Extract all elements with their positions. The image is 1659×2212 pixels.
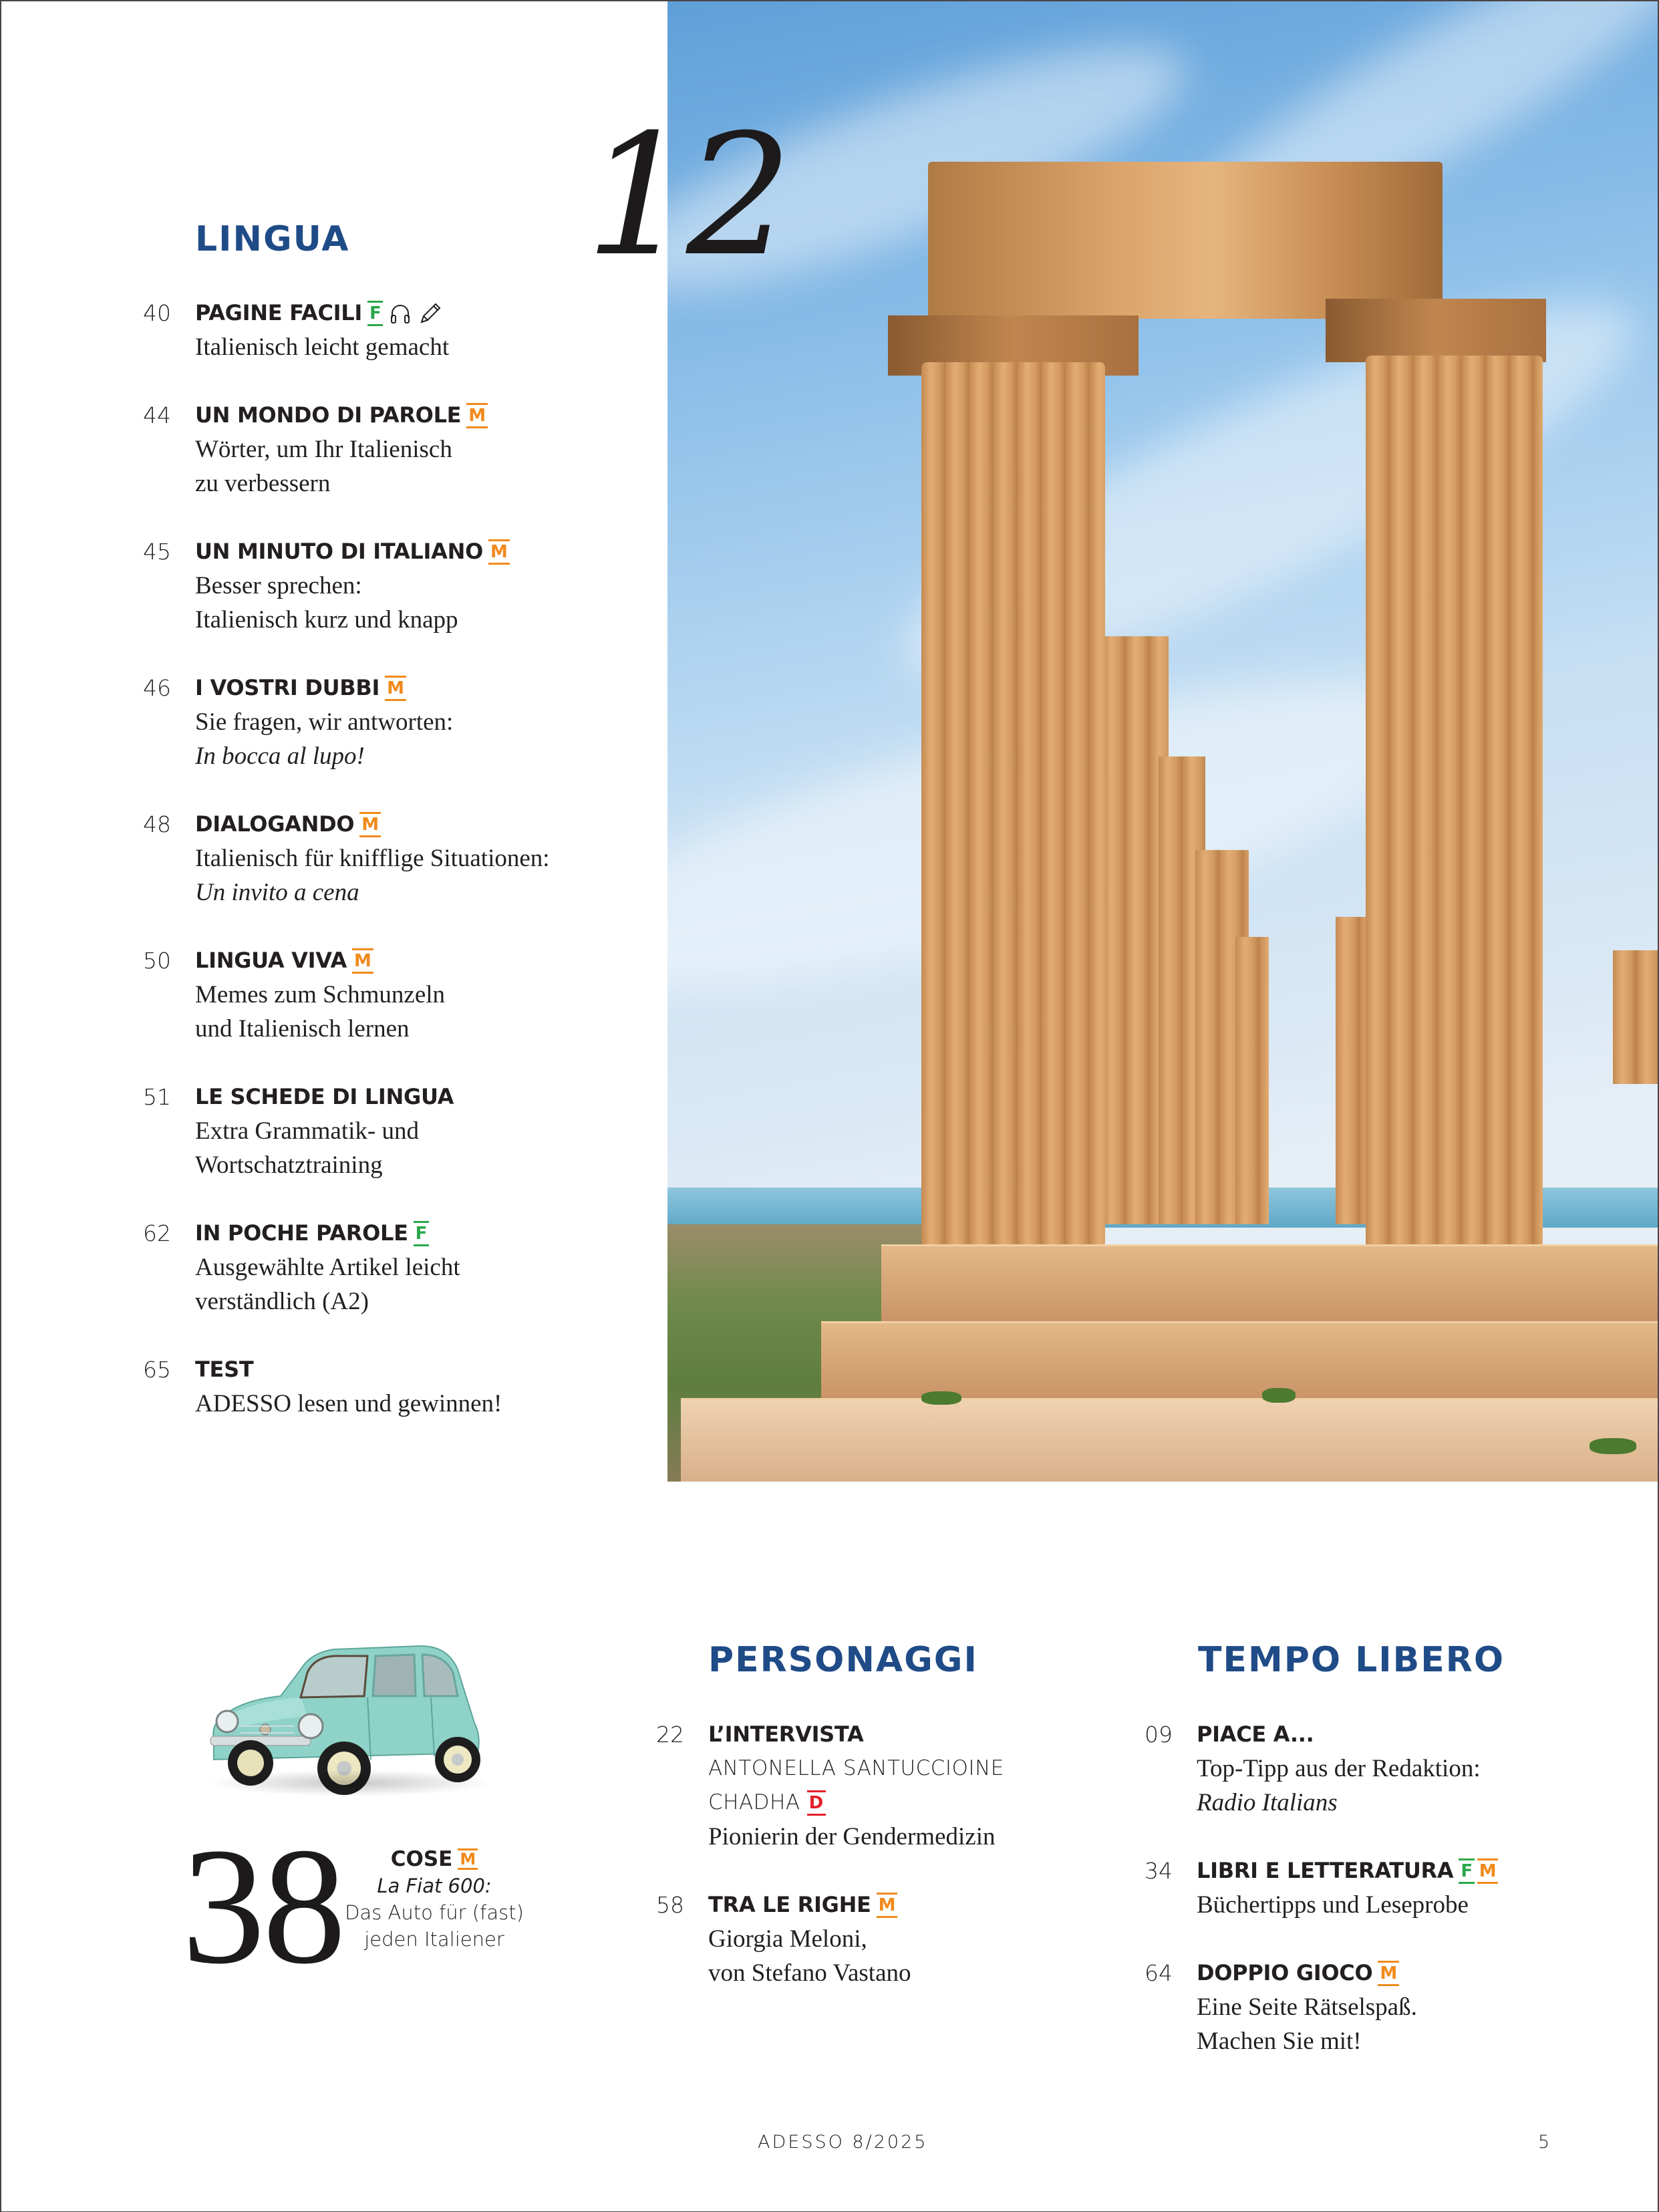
toc-item-tra-le-righe[interactable] <box>656 1888 1110 1990</box>
item-description: Memes zum Schmunzeln <box>195 981 446 1008</box>
featured-page-number-38: 38 <box>182 1814 343 1999</box>
item-description-italic: Radio Italians <box>1197 1789 1338 1816</box>
item-description: Sie fragen, wir antworten: <box>195 708 454 736</box>
item-title: LE SCHEDE DI LINGUA <box>195 1084 454 1109</box>
item-description: ADESSO lesen und gewinnen! <box>195 1390 502 1417</box>
level-badge-m: M <box>488 539 510 565</box>
page-number: 46 <box>143 675 171 701</box>
section-title-lingua: LINGUA <box>195 219 350 259</box>
level-badge-m: M <box>1378 1961 1399 1986</box>
item-title: COSE <box>390 1847 453 1871</box>
toc-item-cose[interactable] <box>334 1846 535 1953</box>
toc-item-dialogando[interactable] <box>143 807 651 910</box>
item-title: TRA LE RIGHE <box>708 1892 871 1917</box>
item-description: Italienisch leicht gemacht <box>195 333 450 361</box>
toc-item-piace-a[interactable] <box>1145 1717 1612 1820</box>
page-number: 51 <box>143 1084 171 1110</box>
item-title: L’INTERVISTA <box>708 1721 864 1747</box>
toc-item-lingua-viva[interactable] <box>143 944 651 1046</box>
level-badge-m: M <box>352 948 373 974</box>
item-description-italic: Un invito a cena <box>195 879 359 906</box>
pencil-icon <box>418 301 442 325</box>
item-description: jeden Italiener <box>364 1928 504 1951</box>
item-description: Das Auto für (fast) <box>345 1901 524 1924</box>
item-title: I VOSTRI DUBBI <box>195 675 380 700</box>
interviewee-name: CHADHA <box>708 1790 800 1814</box>
item-description: Büchertipps und Leseprobe <box>1197 1891 1469 1919</box>
item-title: LIBRI E LETTERATURA <box>1197 1858 1454 1883</box>
level-badge-m: M <box>466 403 488 428</box>
temple-photo <box>667 1 1658 1482</box>
item-description: Machen Sie mit! <box>1197 2028 1362 2055</box>
item-description: Top-Tipp aus der Redaktion: <box>1197 1755 1481 1782</box>
headphones-icon <box>388 301 412 325</box>
item-description: Pionierin der Gendermedizin <box>708 1823 996 1850</box>
item-title: UN MONDO DI PAROLE <box>195 402 462 428</box>
toc-item-pagine-facili[interactable] <box>143 296 651 364</box>
level-badge-m: M <box>359 812 381 837</box>
item-title: PIACE A... <box>1197 1721 1314 1747</box>
toc-item-i-vostri-dubbi[interactable] <box>143 671 651 773</box>
section-title-tempo-libero: TEMPO LIBERO <box>1198 1640 1505 1680</box>
page-number: 58 <box>656 1892 684 1918</box>
page-number: 50 <box>143 948 171 974</box>
level-badge-d: D <box>807 1790 826 1816</box>
fiat-600-car-image <box>200 1623 501 1798</box>
page-number: 45 <box>143 539 171 565</box>
level-badge-m: M <box>877 1893 898 1918</box>
section-title-personaggi: PERSONAGGI <box>708 1640 978 1680</box>
toc-item-un-mondo-di-parole[interactable] <box>143 398 651 501</box>
page-number-footer: 5 <box>1538 2132 1550 2153</box>
item-title: IN POCHE PAROLE <box>195 1220 408 1246</box>
level-badge-f: F <box>367 301 383 326</box>
item-description: Wörter, um Ihr Italienisch <box>195 436 452 463</box>
item-description: Italienisch kurz und knapp <box>195 606 458 634</box>
issue-label: ADESSO 8/2025 <box>758 2132 928 2153</box>
item-description: Italienisch für knifflige Situationen: <box>195 845 550 872</box>
lingua-toc <box>143 296 651 1455</box>
personaggi-toc <box>656 1717 1110 2024</box>
tempo-libero-toc <box>1145 1717 1612 2092</box>
page-number: 44 <box>143 402 171 428</box>
page-number: 64 <box>1145 1960 1173 1986</box>
item-description: zu verbessern <box>195 470 331 497</box>
item-description-italic: La Fiat 600: <box>377 1875 492 1897</box>
item-description: Giorgia Meloni, <box>708 1925 867 1953</box>
item-title: TEST <box>195 1357 254 1382</box>
page-number: 62 <box>143 1220 171 1246</box>
toc-item-le-schede-di-lingua[interactable] <box>143 1080 651 1182</box>
toc-item-un-minuto-di-italiano[interactable] <box>143 535 651 637</box>
level-badge-m: M <box>458 1848 478 1870</box>
item-description: verständlich (A2) <box>195 1288 369 1315</box>
item-description-italic: In bocca al lupo! <box>195 742 365 770</box>
item-description: Wortschatztraining <box>195 1151 383 1179</box>
page-number: 22 <box>656 1721 684 1748</box>
item-title: DIALOGANDO <box>195 811 355 837</box>
page-number: 48 <box>143 811 171 837</box>
item-description: von Stefano Vastano <box>708 1959 911 1987</box>
featured-page-number-12: 12 <box>585 98 788 293</box>
page-number: 40 <box>143 300 171 326</box>
page-number: 09 <box>1145 1721 1173 1748</box>
level-badge-m: M <box>385 676 406 701</box>
item-description: Ausgewählte Artikel leicht <box>195 1254 460 1281</box>
item-title: DOPPIO GIOCO <box>1197 1960 1373 1985</box>
toc-item-test[interactable] <box>143 1353 651 1421</box>
item-description: und Italienisch lernen <box>195 1015 410 1043</box>
item-description: Eine Seite Rätselspaß. <box>1197 1993 1417 2021</box>
level-badge-f: F <box>414 1221 429 1246</box>
page-number: 65 <box>143 1357 171 1383</box>
page-number: 34 <box>1145 1858 1173 1884</box>
level-badge-f: F <box>1459 1858 1474 1884</box>
level-badge-m: M <box>1477 1858 1499 1884</box>
item-title: PAGINE FACILI <box>195 300 362 325</box>
interviewee-name: ANTONELLA SANTUCCIOINE <box>708 1756 1004 1780</box>
item-title: LINGUA VIVA <box>195 948 347 973</box>
toc-item-in-poche-parole[interactable] <box>143 1216 651 1319</box>
toc-item-doppio-gioco[interactable] <box>1145 1956 1612 2058</box>
toc-item-l-intervista[interactable] <box>656 1717 1110 1854</box>
item-description: Besser sprechen: <box>195 572 362 599</box>
item-title: UN MINUTO DI ITALIANO <box>195 539 483 564</box>
item-description: Extra Grammatik- und <box>195 1117 419 1145</box>
toc-item-libri-e-letteratura[interactable] <box>1145 1854 1612 1922</box>
